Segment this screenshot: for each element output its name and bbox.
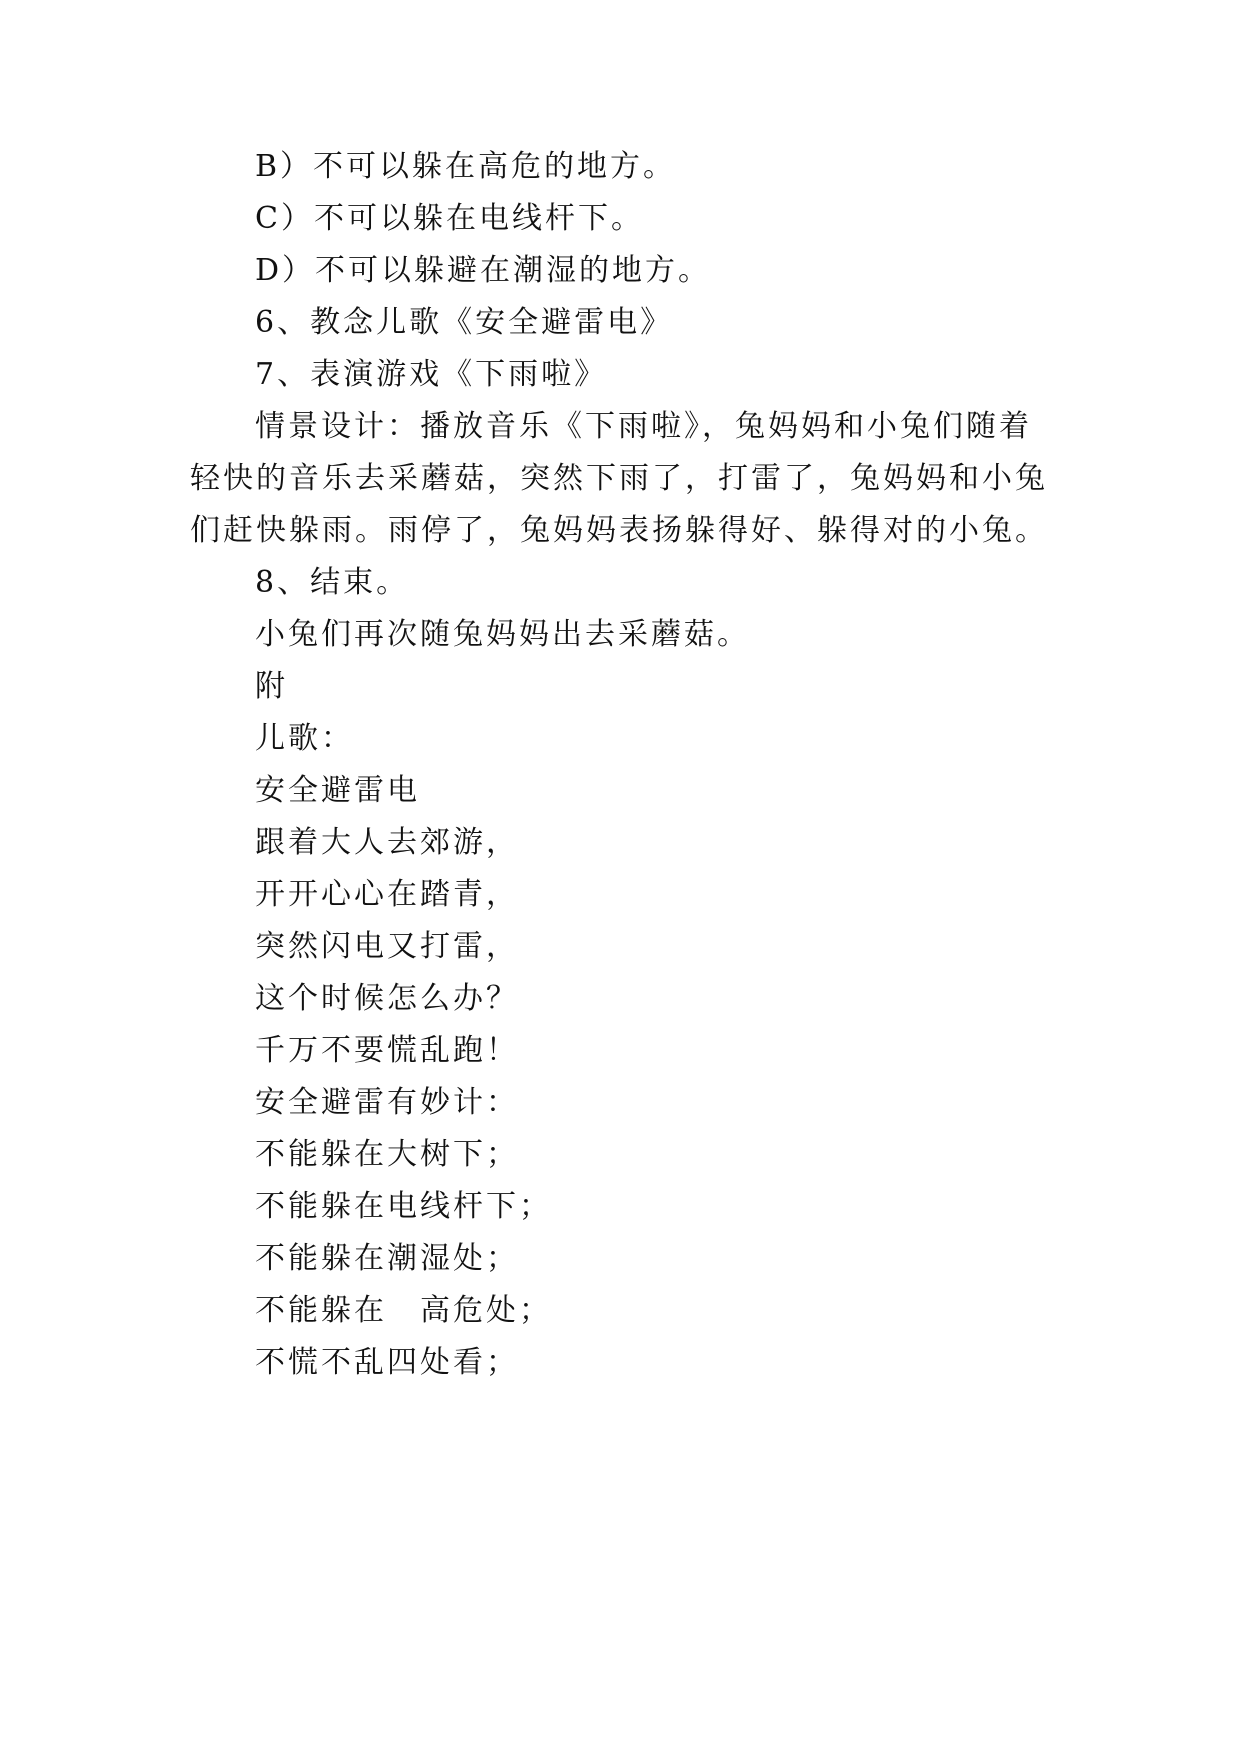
song-verse-line: 不能躲在潮湿处； — [255, 1241, 519, 1276]
song-verse-line: 跟着大人去郊游， — [255, 825, 519, 860]
option-c-line: C）不可以躲在电线杆下。 — [255, 201, 644, 236]
appendix-heading: 附 — [255, 669, 288, 704]
step-7-line: 7、表演游戏《下雨啦》 — [255, 357, 608, 392]
song-label: 儿歌： — [255, 721, 354, 756]
song-verse-line: 不慌不乱四处看； — [255, 1345, 519, 1380]
song-verse-line: 千万不要慌乱跑！ — [255, 1033, 519, 1068]
song-verse-line: 安全避雷有妙计： — [255, 1085, 519, 1120]
song-verse-line: 不能躲在大树下； — [255, 1137, 519, 1172]
song-verse-line: 开开心心在踏青， — [255, 877, 519, 912]
option-d-line: D）不可以躲避在潮湿的地方。 — [255, 253, 712, 288]
song-title: 安全避雷电 — [255, 773, 420, 808]
ending-line: 小兔们再次随兔妈妈出去采蘑菇。 — [255, 617, 750, 652]
song-verse-line: 不能躲在 高危处； — [255, 1293, 552, 1328]
scenario-paragraph-line-1: 情景设计：播放音乐《下雨啦》，兔妈妈和小兔们随着 — [255, 409, 1032, 444]
step-6-line: 6、教念儿歌《安全避雷电》 — [255, 305, 674, 340]
scenario-paragraph-line-3: 们赶快躲雨。雨停了，兔妈妈表扬躲得好、躲得对的小兔。 — [190, 513, 1048, 548]
step-8-line: 8、结束。 — [255, 565, 410, 600]
song-verse-line: 这个时候怎么办？ — [255, 981, 519, 1016]
song-verse-line: 不能躲在电线杆下； — [255, 1189, 552, 1224]
option-b-line: B）不可以躲在高危的地方。 — [255, 149, 677, 184]
scenario-paragraph-line-2: 轻快的音乐去采蘑菇，突然下雨了，打雷了，兔妈妈和小兔 — [190, 461, 1048, 496]
song-verse-line: 突然闪电又打雷， — [255, 929, 519, 964]
